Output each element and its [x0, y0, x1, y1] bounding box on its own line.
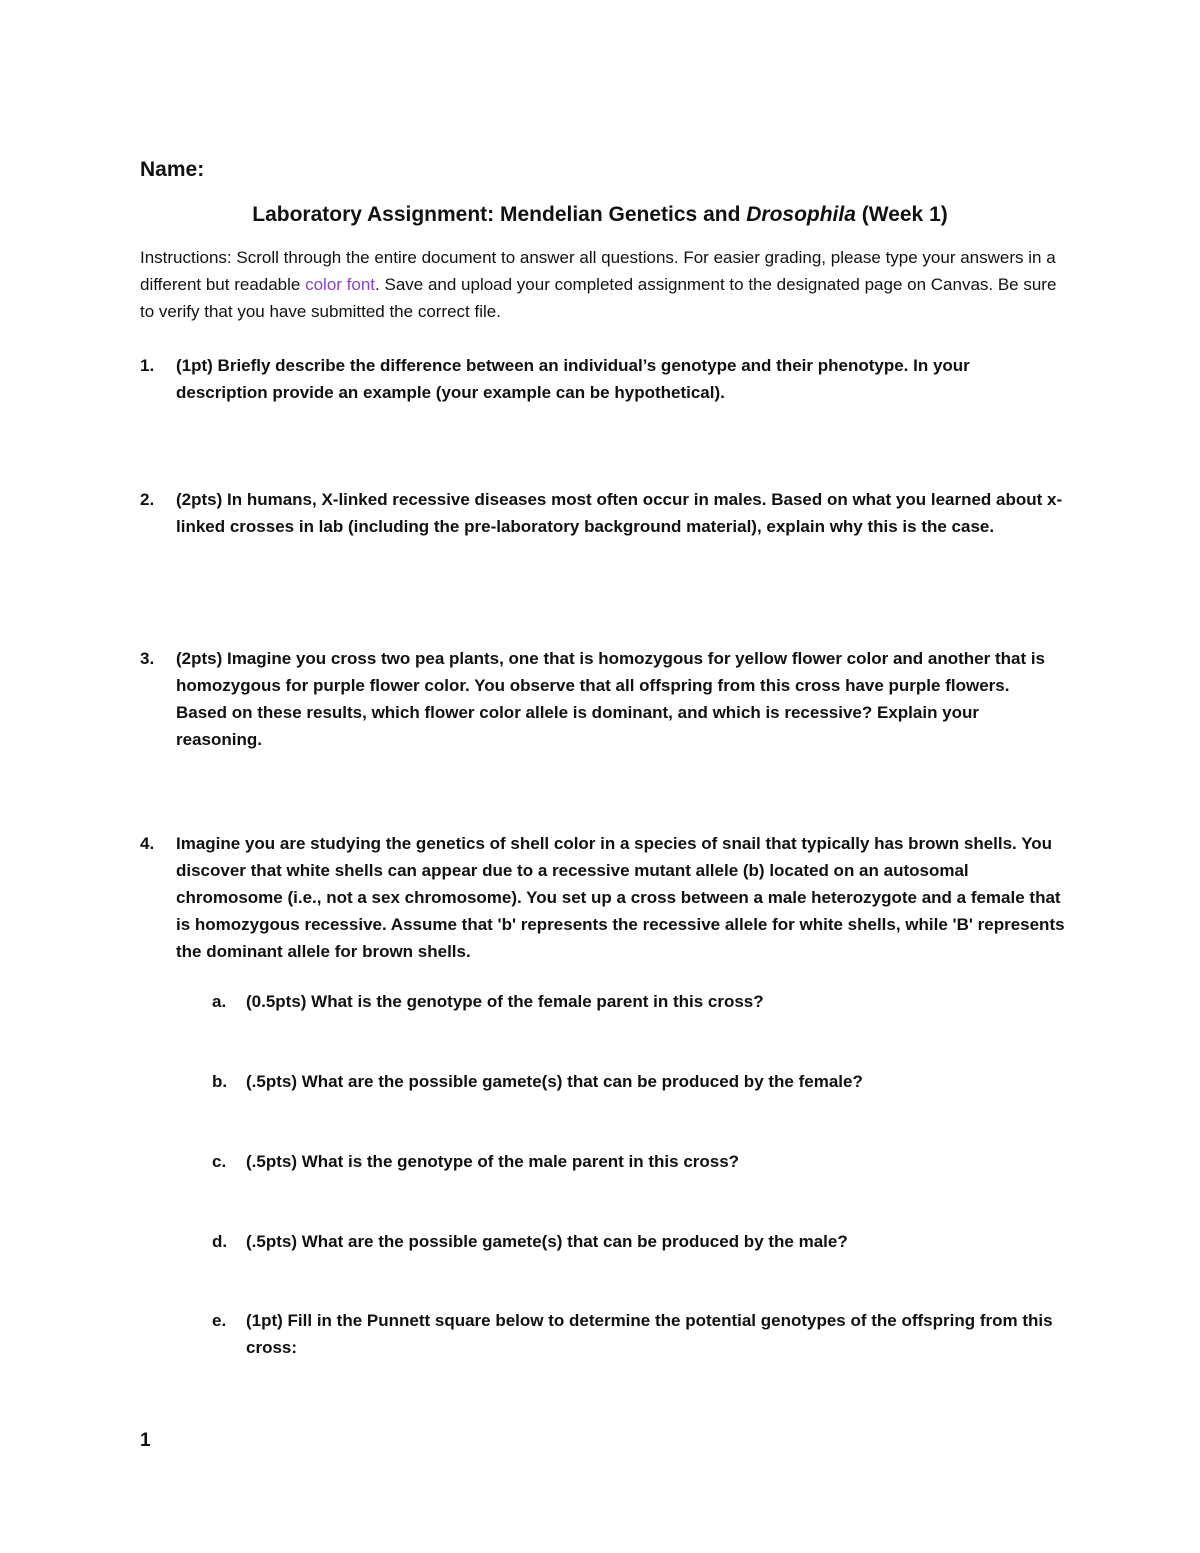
question-number: 1.: [140, 356, 155, 375]
question-3: [140, 645, 1065, 753]
instructions-part1: Instructions: Scroll through the entire document to answer all questions. For easier grading, please type your answers in a different but readable: [140, 248, 1056, 294]
question-4: [140, 830, 1065, 965]
question-text: (2pts) Imagine you cross two pea plants, one that is homozygous for yellow flower color and another that is homozygous for purple flower color. You observe that all offspring from this cross have purple flowers. Based on these results, which flower color allele is dominant, and which is recessive? Explain your reasoning.: [176, 649, 1046, 749]
question-1: [140, 352, 1065, 406]
question-number: 3.: [140, 649, 155, 668]
subquestion-d: [212, 1228, 1062, 1255]
subquestion-text: (.5pts) What is the genotype of the male parent in this cross?: [246, 1152, 740, 1171]
subquestion-letter: d.: [212, 1232, 228, 1251]
subquestion-letter: c.: [212, 1152, 227, 1171]
title-italic: Drosophila: [746, 203, 856, 226]
question-text: (2pts) In humans, X-linked recessive diseases most often occur in males. Based on what you learned about x-linked crosses in lab (including the pre-laboratory background material), explain why this is the case.: [176, 490, 1063, 536]
subquestion-letter: b.: [212, 1072, 228, 1091]
question-text: (1pt) Briefly describe the difference between an individual’s genotype and their phenotype. In your description provide an example (your example can be hypothetical).: [176, 356, 970, 402]
question-number: 4.: [140, 834, 155, 853]
question-text: Imagine you are studying the genetics of shell color in a species of snail that typically has brown shells. You discover that white shells can appear due to a recessive mutant allele (b) located on an autosomal chromosome (i.e., not a sex chromosome). You set up a cross between a male heterozygote and a female that is homozygous recessive. Assume that 'b' represents the recessive allele for white shells, while 'B' represents the dominant allele for brown shells.: [176, 834, 1065, 961]
subquestion-b: [212, 1068, 1062, 1095]
subquestion-c: [212, 1148, 1062, 1175]
subquestion-text: (.5pts) What are the possible gamete(s) that can be produced by the female?: [246, 1072, 863, 1091]
subquestion-a: [212, 988, 1062, 1015]
instructions-part2: . Save and upload your completed assignment to the designated page on Canvas. Be sure to verify that you have submitted the correct file.: [140, 275, 1057, 321]
page-title: [140, 203, 1060, 227]
question-number: 2.: [140, 490, 155, 509]
name-label: Name:: [140, 158, 205, 181]
instructions-paragraph: [140, 244, 1060, 325]
page-number: 1: [140, 1430, 151, 1451]
title-suffix: (Week 1): [855, 203, 948, 226]
question-2: [140, 486, 1065, 540]
subquestion-text: (1pt) Fill in the Punnett square below to determine the potential genotypes of the offspring from this cross:: [246, 1311, 1053, 1357]
subquestion-text: (.5pts) What are the possible gamete(s) that can be produced by the male?: [246, 1232, 848, 1251]
subquestion-e: [212, 1307, 1062, 1361]
subquestion-letter: a.: [212, 992, 227, 1011]
instructions-colored-text: color font: [305, 275, 376, 294]
subquestion-text: (0.5pts) What is the genotype of the female parent in this cross?: [246, 992, 764, 1011]
subquestion-letter: e.: [212, 1311, 227, 1330]
title-prefix: Laboratory Assignment: Mendelian Genetics and: [252, 203, 747, 226]
